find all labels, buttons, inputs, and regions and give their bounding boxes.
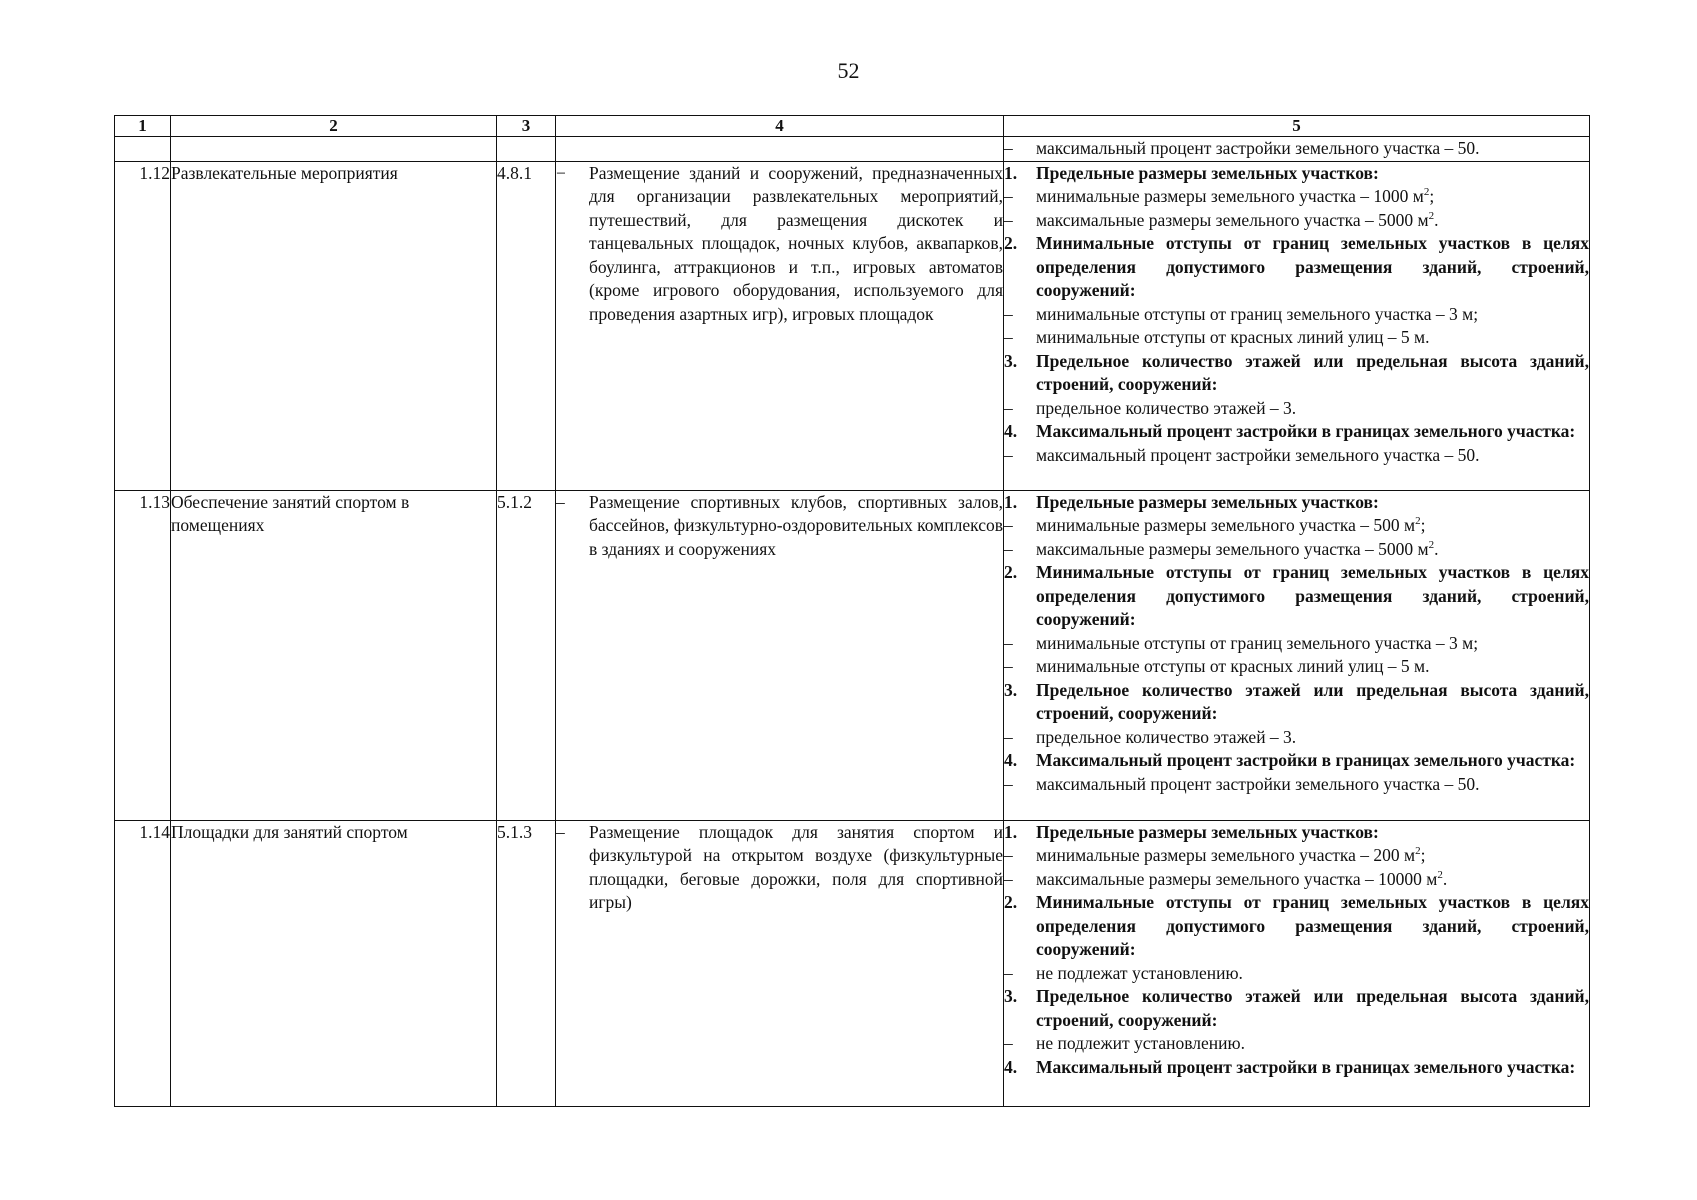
param-text: Предельные размеры земельных участков: [1036, 162, 1379, 183]
param-item [1004, 326, 1589, 350]
use-code: 5.1.2 [497, 490, 556, 820]
param-text: минимальные отступы от красных линий улиц – 5 м. [1036, 656, 1430, 676]
header-col-4: 4 [556, 116, 1004, 137]
dash-marker: – [1004, 656, 1013, 676]
use-code: 4.8.1 [497, 161, 556, 490]
superscript: 2 [1428, 538, 1435, 551]
param-text: Предельное количество этажей или предельная высота зданий, строений, сооружений: [1036, 350, 1589, 394]
param-heading [1004, 1056, 1589, 1080]
param-heading [1004, 679, 1589, 726]
number-marker: 3. [1004, 986, 1018, 1006]
empty-cell [556, 137, 1004, 162]
param-item [1004, 514, 1589, 538]
param-text: максимальный процент застройки земельного участка – 50. [1036, 138, 1480, 158]
number-marker: 4. [1004, 421, 1018, 441]
param-heading [1004, 561, 1589, 632]
page-number: 52 [837, 58, 860, 83]
description-text: Размещение зданий и сооружений, предназначенных для организации развлекательных мероприятий, путешествий, для размещения дискотек и танцевальных площадок, ночных клубов, аквапарков, боулинга, аттракционов и т.п., игровых автоматов (кроме игрового оборудования, используемого для проведения азартных игр), игровых площадок [589, 162, 1003, 324]
param-text: максимальный процент застройки земельного участка – 50. [1036, 444, 1480, 465]
params-cell [1004, 490, 1590, 820]
empty-cell [171, 137, 497, 162]
param-text: не подлежат установлению. [1036, 962, 1243, 983]
table-row [115, 490, 1590, 820]
param-text: Предельные размеры земельных участков: [1036, 821, 1379, 842]
param-item [1004, 726, 1589, 750]
param-item [1004, 397, 1589, 421]
dash-marker: – [1004, 444, 1013, 465]
dash-marker: – [1004, 632, 1013, 653]
params-cell [1004, 161, 1590, 490]
header-col-5: 5 [1004, 116, 1590, 137]
param-heading [1004, 232, 1589, 303]
row-number: 1.14 [115, 820, 171, 1106]
param-heading [1004, 491, 1589, 515]
param-heading [1004, 985, 1589, 1032]
param-text: максимальные размеры земельного участка – 10000 $м^2$. [1036, 868, 1448, 889]
param-text: минимальные размеры земельного участка – 200 $м^2$; [1036, 845, 1426, 865]
superscript: 2 [1415, 515, 1421, 528]
param-text: Максимальный процент застройки в границах земельного участка: [1036, 421, 1576, 441]
number-marker: 2. [1004, 892, 1018, 912]
superscript: 2 [1437, 868, 1443, 881]
use-name: Обеспечение занятий спортом в помещениях [171, 490, 497, 820]
param-text: минимальные отступы от границ земельного участка – 3 м; [1036, 632, 1479, 653]
dash-marker: – [1004, 538, 1013, 559]
param-text: не подлежит установлению. [1036, 1033, 1245, 1053]
dash-marker: – [1004, 962, 1013, 983]
params-cell [1004, 820, 1590, 1106]
dash-marker: – [1004, 868, 1013, 889]
number-marker: 4. [1004, 1056, 1018, 1077]
dash-marker: – [1004, 209, 1013, 230]
param-text: минимальные размеры земельного участка – 500 $м^2$; [1036, 515, 1426, 535]
dash-marker: – [556, 821, 565, 842]
dash-marker: – [1004, 303, 1013, 324]
param-item [1004, 868, 1589, 892]
param-item [1004, 773, 1589, 797]
superscript: 2 [1423, 186, 1430, 199]
row-number: 1.12 [115, 161, 171, 490]
use-description [556, 161, 1004, 490]
param-item [1004, 1032, 1589, 1056]
number-marker: 3. [1004, 350, 1018, 371]
empty-cell [115, 137, 171, 162]
row-number: 1.13 [115, 490, 171, 820]
use-code: 5.1.3 [497, 820, 556, 1106]
table-row [115, 161, 1590, 490]
use-name: Площадки для занятий спортом [171, 820, 497, 1106]
param-item [1004, 303, 1589, 327]
use-description [556, 820, 1004, 1106]
number-marker: 2. [1004, 233, 1018, 253]
continuation-row [115, 137, 1590, 162]
dash-marker: – [1004, 186, 1013, 206]
param-item [1004, 962, 1589, 986]
superscript: 2 [1415, 845, 1421, 858]
header-col-1: 1 [115, 116, 171, 137]
dash-marker: – [1004, 845, 1013, 865]
description-text: Размещение спортивных клубов, спортивных залов, бассейнов, физкультурно-оздоровительных комплексов в зданиях и сооружениях [589, 491, 1003, 559]
dash-marker: – [1004, 773, 1013, 794]
use-name: Развлекательные мероприятия [171, 161, 497, 490]
dash-marker: − [556, 162, 566, 183]
number-marker: 1. [1004, 491, 1018, 512]
param-heading [1004, 891, 1589, 962]
param-heading [1004, 420, 1589, 444]
param-text: Минимальные отступы от границ земельных участков в целях определения допустимого размещения зданий, строений, сооружений: [1036, 233, 1589, 300]
param-text: максимальный процент застройки земельного участка – 50. [1036, 773, 1480, 794]
number-marker: 3. [1004, 679, 1018, 700]
param-text: Предельное количество этажей или предельная высота зданий, строений, сооружений: [1036, 679, 1589, 723]
param-text: минимальные отступы от границ земельного участка – 3 м; [1036, 303, 1479, 324]
dash-marker: – [1004, 327, 1013, 347]
dash-marker: – [1004, 726, 1013, 747]
number-marker: 1. [1004, 162, 1018, 183]
number-marker: 4. [1004, 750, 1018, 770]
header-col-2: 2 [171, 116, 497, 137]
param-text: Предельное количество этажей или предельная высота зданий, строений, сооружений: [1036, 986, 1589, 1030]
param-text: предельное количество этажей – 3. [1036, 726, 1297, 747]
param-item [1004, 444, 1589, 468]
superscript: 2 [1428, 209, 1435, 222]
number-marker: 1. [1004, 821, 1018, 842]
param-text: максимальные размеры земельного участка – 5000 $м^2$. [1036, 538, 1439, 559]
use-description [556, 490, 1004, 820]
param-item [1004, 655, 1589, 679]
param-text: Предельные размеры земельных участков: [1036, 491, 1379, 512]
param-item [1004, 632, 1589, 656]
table-row [115, 820, 1590, 1106]
regulations-table [114, 115, 1590, 1107]
param-text: Минимальные отступы от границ земельных участков в целях определения допустимого размещения зданий, строений, сооружений: [1036, 562, 1589, 629]
param-item [1004, 137, 1589, 161]
param-item [1004, 185, 1589, 209]
description-text: Размещение площадок для занятия спортом и физкультурой на открытом воздухе (физкультурные площадки, беговые дорожки, поля для спортивной игры) [589, 821, 1003, 912]
param-text: минимальные отступы от красных линий улиц – 5 м. [1036, 327, 1430, 347]
param-heading [1004, 821, 1589, 845]
param-heading [1004, 162, 1589, 186]
number-marker: 2. [1004, 562, 1018, 582]
param-item [1004, 844, 1589, 868]
header-col-3: 3 [497, 116, 556, 137]
param-text: Максимальный процент застройки в границах земельного участка: [1036, 1056, 1576, 1077]
dash-marker: – [1004, 138, 1013, 158]
header-row [115, 116, 1590, 137]
param-text: предельное количество этажей – 3. [1036, 397, 1297, 418]
param-text: Максимальный процент застройки в границах земельного участка: [1036, 750, 1576, 770]
param-item [1004, 209, 1589, 233]
dash-marker: – [1004, 1033, 1013, 1053]
dash-marker: – [1004, 397, 1013, 418]
params-cell [1004, 137, 1590, 162]
dash-marker: – [556, 491, 565, 512]
dash-marker: – [1004, 515, 1013, 535]
param-text: минимальные размеры земельного участка – 1000 $м^2$; [1036, 186, 1435, 206]
param-item [1004, 538, 1589, 562]
empty-cell [497, 137, 556, 162]
param-text: максимальные размеры земельного участка – 5000 $м^2$. [1036, 209, 1439, 230]
param-text: Минимальные отступы от границ земельных участков в целях определения допустимого размещения зданий, строений, сооружений: [1036, 892, 1589, 959]
param-heading [1004, 749, 1589, 773]
param-heading [1004, 350, 1589, 397]
